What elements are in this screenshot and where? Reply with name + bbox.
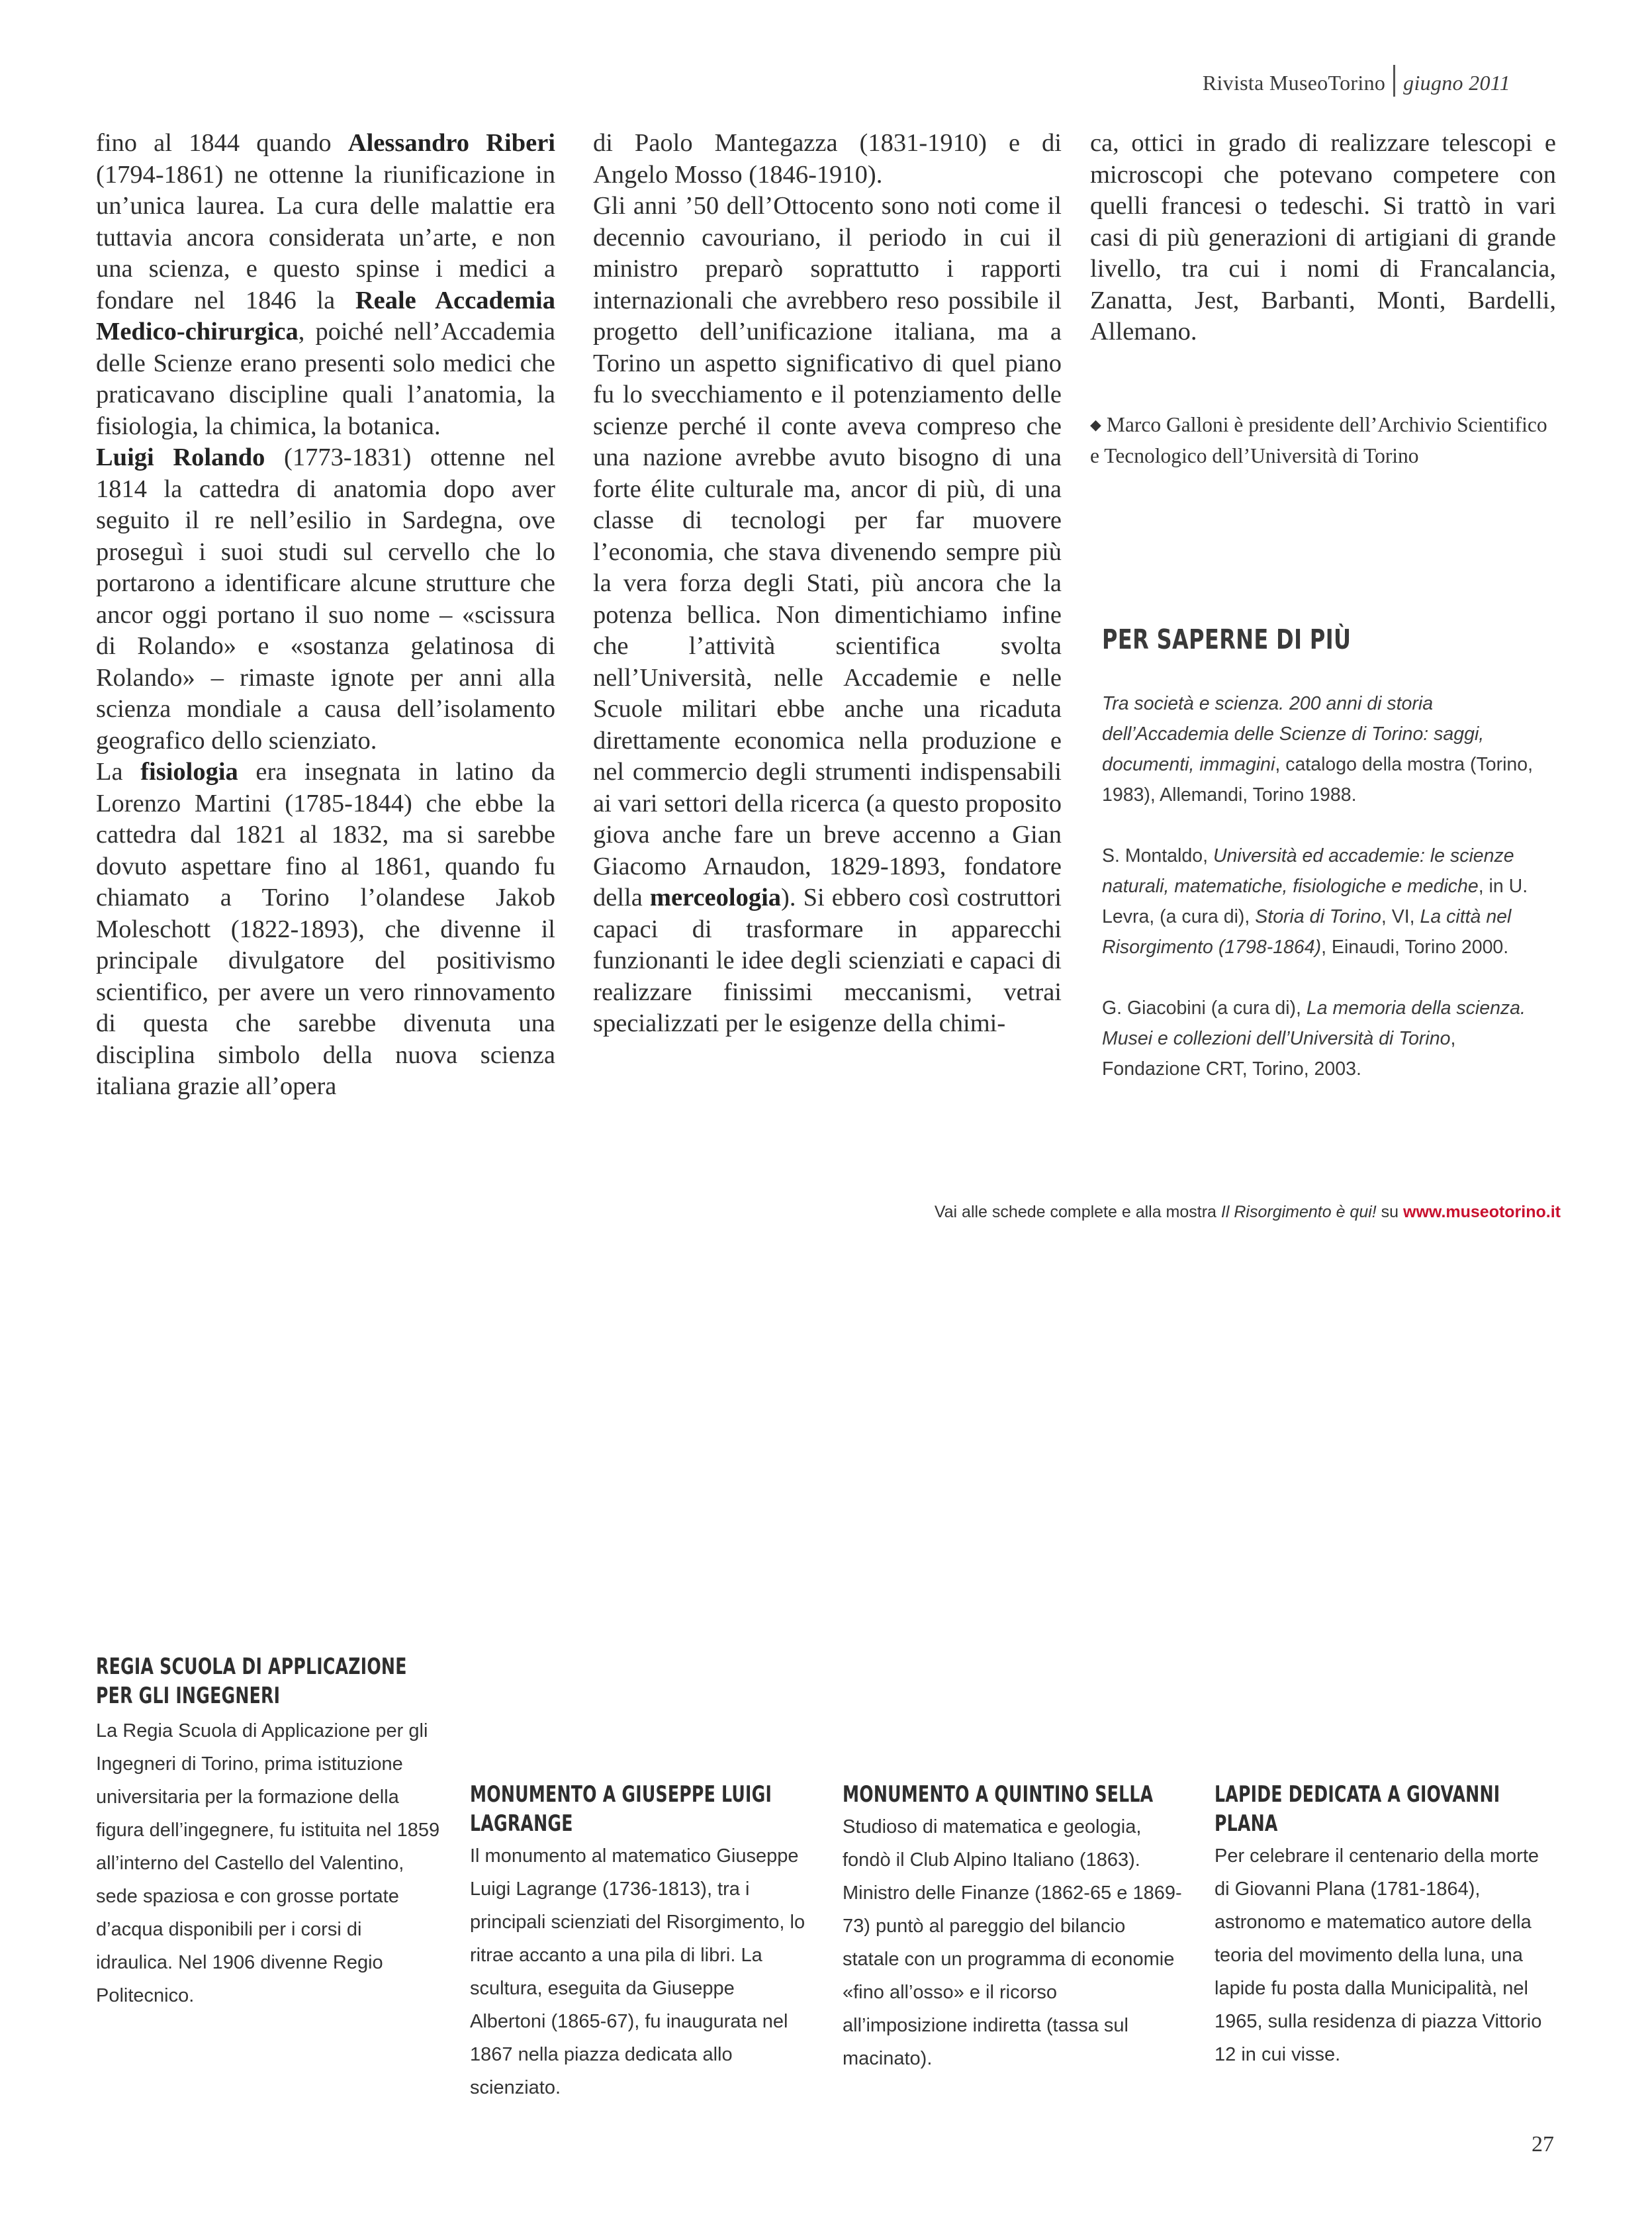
reference-entry: S. Montaldo, Università ed accademie: le scienze naturali, matematiche, fisiologiche e mediche, in U. Levra, (a cura di), Storia di Torino, VI, La città nel Risorgimento (1798-1864), Einaudi, Torino 2000. [1102,845,1528,958]
info-box-text: Studioso di matematica e geologia, fondò il Club Alpino Italiano (1863). Ministro delle Finanze (1862-65 e 1869-73) puntò al pareggio del bilancio statale con un programma di economie «fino all’osso» e il ricorso all’imposizione indiretta (tassa sul macinato). [843,1816,1182,2069]
article-column-3 [1090,128,1556,348]
website-link[interactable]: www.museotorino.it [1403,1203,1561,1221]
bold-term: merceologia [649,884,782,911]
visit-line [935,1203,1561,1222]
paragraph: fino al 1844 quando Alessandro Riberi (1794-1861) ne ottenne la riunificazione in un’unica laurea. La cura delle malattie era tuttavia ancora considerata un’arte, e non una scienza, e questo spinse i medici a fondare nel 1846 la Reale Accademia Medico-chirurgica, poiché nell’Accademia delle Scienze erano presenti solo medici che praticavano discipline quali l’anatomia, la fisiologia, la chimica, la botanica. [96,129,555,440]
further-reading-title: PER SAPERNE DI PIÙ [1102,624,1352,655]
visit-prefix: Vai alle schede complete e alla mostra [934,1203,1221,1221]
info-box-plana [1215,1780,1559,2071]
info-box-title: REGIA SCUOLA DI APPLICAZIONE PER GLI INGEGNERI [96,1653,407,1709]
paragraph: Luigi Rolando (1773-1831) ottenne nel 1814 la cattedra di anatomia dopo aver seguito il re nell’esilio in Sardegna, ove proseguì i suoi studi sul cervello che lo portarono a identificare alcune strutture che ancor oggi portano il suo nome – «scissura di Rolando» e «sostanza gelatinosa di Rolando» – rimaste ignote per anni alla scienza mondiale a causa dell’isolamento geografico dello scienziato. [96,443,555,755]
info-box-sella [843,1780,1187,2075]
reference-entry: Tra società e scienza. 200 anni di storia dell’Accademia delle Scienze di Torino: saggi, documenti, immagini, catalogo della mostra (Torino, 1983), Allemandi, Torino 1988. [1102,693,1534,806]
exhibit-name: Il Risorgimento è qui! [1220,1203,1377,1221]
italic-title: Università ed accademie: le scienze naturali, matematiche, fisiologiche e mediche [1102,845,1514,897]
info-box-text: Per celebrare il centenario della morte di Giovanni Plana (1781-1864), astronomo e matematico autore della teoria del movimento della luna, una lapide fu posta dalla Municipalità, nel 1965, sulla residenza di piazza Vittorio 12 in cui visse. [1215,1845,1542,2065]
page-number: 27 [1532,2132,1554,2157]
italic-title: Tra società e scienza. 200 anni di storia dell’Accademia delle Scienze di Torino: saggi, documenti, immagini [1102,693,1485,775]
diamond-bullet-icon: ◆ [1090,416,1101,433]
paragraph: La fisiologia era insegnata in latino da Lorenzo Martini (1785-1844) che ebbe la cattedra dal 1821 al 1832, ma si sarebbe dovuto aspettare fino al 1861, quando fu chiamato a Torino l’olandese Jakob Moleschott (1822-1893), che divenne il principale divulgatore del positivismo scientifico, per avere un vero rinnovamento di questa che sarebbe divenuta una disciplina simbolo della nuova scienza italiana grazie all’opera [96,758,555,1100]
article-column-1 [96,128,555,1103]
bold-term: Alessandro Riberi [347,129,555,157]
paragraph: ca, ottici in grado di realizzare telescopi e microscopi che potevano competere con quelli francesi o tedeschi. Si trattò in vari casi di più generazioni di artigiani di grande livello, tra cui i nomi di Francalancia, Zanatta, Jest, Barbanti, Monti, Bardelli, Allemano. [1090,129,1556,346]
info-box-title: MONUMENTO A GIUSEPPE LUIGI LAGRANGE [470,1781,772,1837]
info-box-text: Il monumento al matematico Giuseppe Luigi Lagrange (1736-1813), tra i principali scienziati del Risorgimento, lo ritrae accanto a una pila di libri. La scultura, eseguita da Giuseppe Albertoni (1865-67), fu inaugurata nel 1867 nella piazza dedicata allo scienziato. [470,1845,805,2098]
header-separator [1393,65,1395,97]
italic-title: La città nel Risorgimento (1798-1864) [1102,906,1512,958]
paragraph: Gli anni ’50 dell’Ottocento sono noti come il decennio cavouriano, il periodo in cui il ministro preparò soprattutto i rapporti internazionali che avrebbero reso possibile il progetto dell’unificazione italiana, ma a Torino un aspetto significativo di quel piano fu lo svecchiamento e il potenziamento delle scienze perché il conte aveva compreso che una nazione avrebbe avuto bisogno di una forte élite culturale ma, ancor di più, di una classe di tecnologi per far muovere l’economia, che stava divenendo sempre più la vera forza degli Stati, più ancora che la potenza bellica. Non dimentichiamo infine che l’attività scientifica svolta nell’Università, nelle Accademie e nelle Scuole militari ebbe anche una ricaduta direttamente economica nella produzione e nel commercio degli strumenti indispensabili ai vari settori della ricerca (a questo proposito giova anche fare un breve accenno a Gian Giacomo Arnaudon, 1829-1893, fondatore della merceologia). Si ebbero così costruttori capaci di trasformare in apparecchi funzionanti le idee degli scienziati e capaci di realizzare finissimi meccanismi, vetrai specializzati per le esigenze della chimi- [593,192,1062,1037]
info-box-title: LAPIDE DEDICATA A GIOVANNI PLANA [1215,1781,1500,1837]
bold-term: Reale Accademia Medico-chirurgica [96,286,555,346]
italic-title: Storia di Torino [1255,906,1381,927]
bold-term: fisiologia [140,758,238,786]
author-note-text: Marco Galloni è presidente dell’Archivio Scientifico e Tecnologico dell’Università di Torino [1090,413,1547,467]
info-box-lagrange [470,1780,814,2104]
author-note [1090,409,1553,471]
visit-middle: su [1376,1203,1404,1221]
info-box-title: MONUMENTO A QUINTINO SELLA [843,1781,1154,1808]
bold-term: Luigi Rolando [96,443,265,471]
paragraph: di Paolo Mantegazza (1831-1910) e di Angelo Mosso (1846-1910). [593,129,1062,189]
italic-title: La memoria della scienza. Musei e collezioni dell’Università di Torino [1102,998,1526,1049]
reference-entry: G. Giacobini (a cura di), La memoria della scienza. Musei e collezioni dell’Università di Torino, Fondazione CRT, Torino, 2003. [1102,998,1526,1080]
info-box-scuola-ingegneri [96,1652,440,2012]
magazine-name: Rivista MuseoTorino [1202,71,1386,95]
running-header [1203,65,1510,97]
info-box-text: La Regia Scuola di Applicazione per gli Ingegneri di Torino, prima istituzione universitaria per la formazione della figura dell’ingegnere, fu istituita nel 1859 all’interno del Castello del Valentino, sede spaziosa e con grosse portate d’acqua disponibili per i corsi di idraulica. Nel 1906 divenne Regio Politecnico. [96,1720,440,2006]
issue-date: giugno 2011 [1403,71,1510,95]
further-reading-list [1102,688,1557,1115]
article-column-2 [593,128,1062,1040]
